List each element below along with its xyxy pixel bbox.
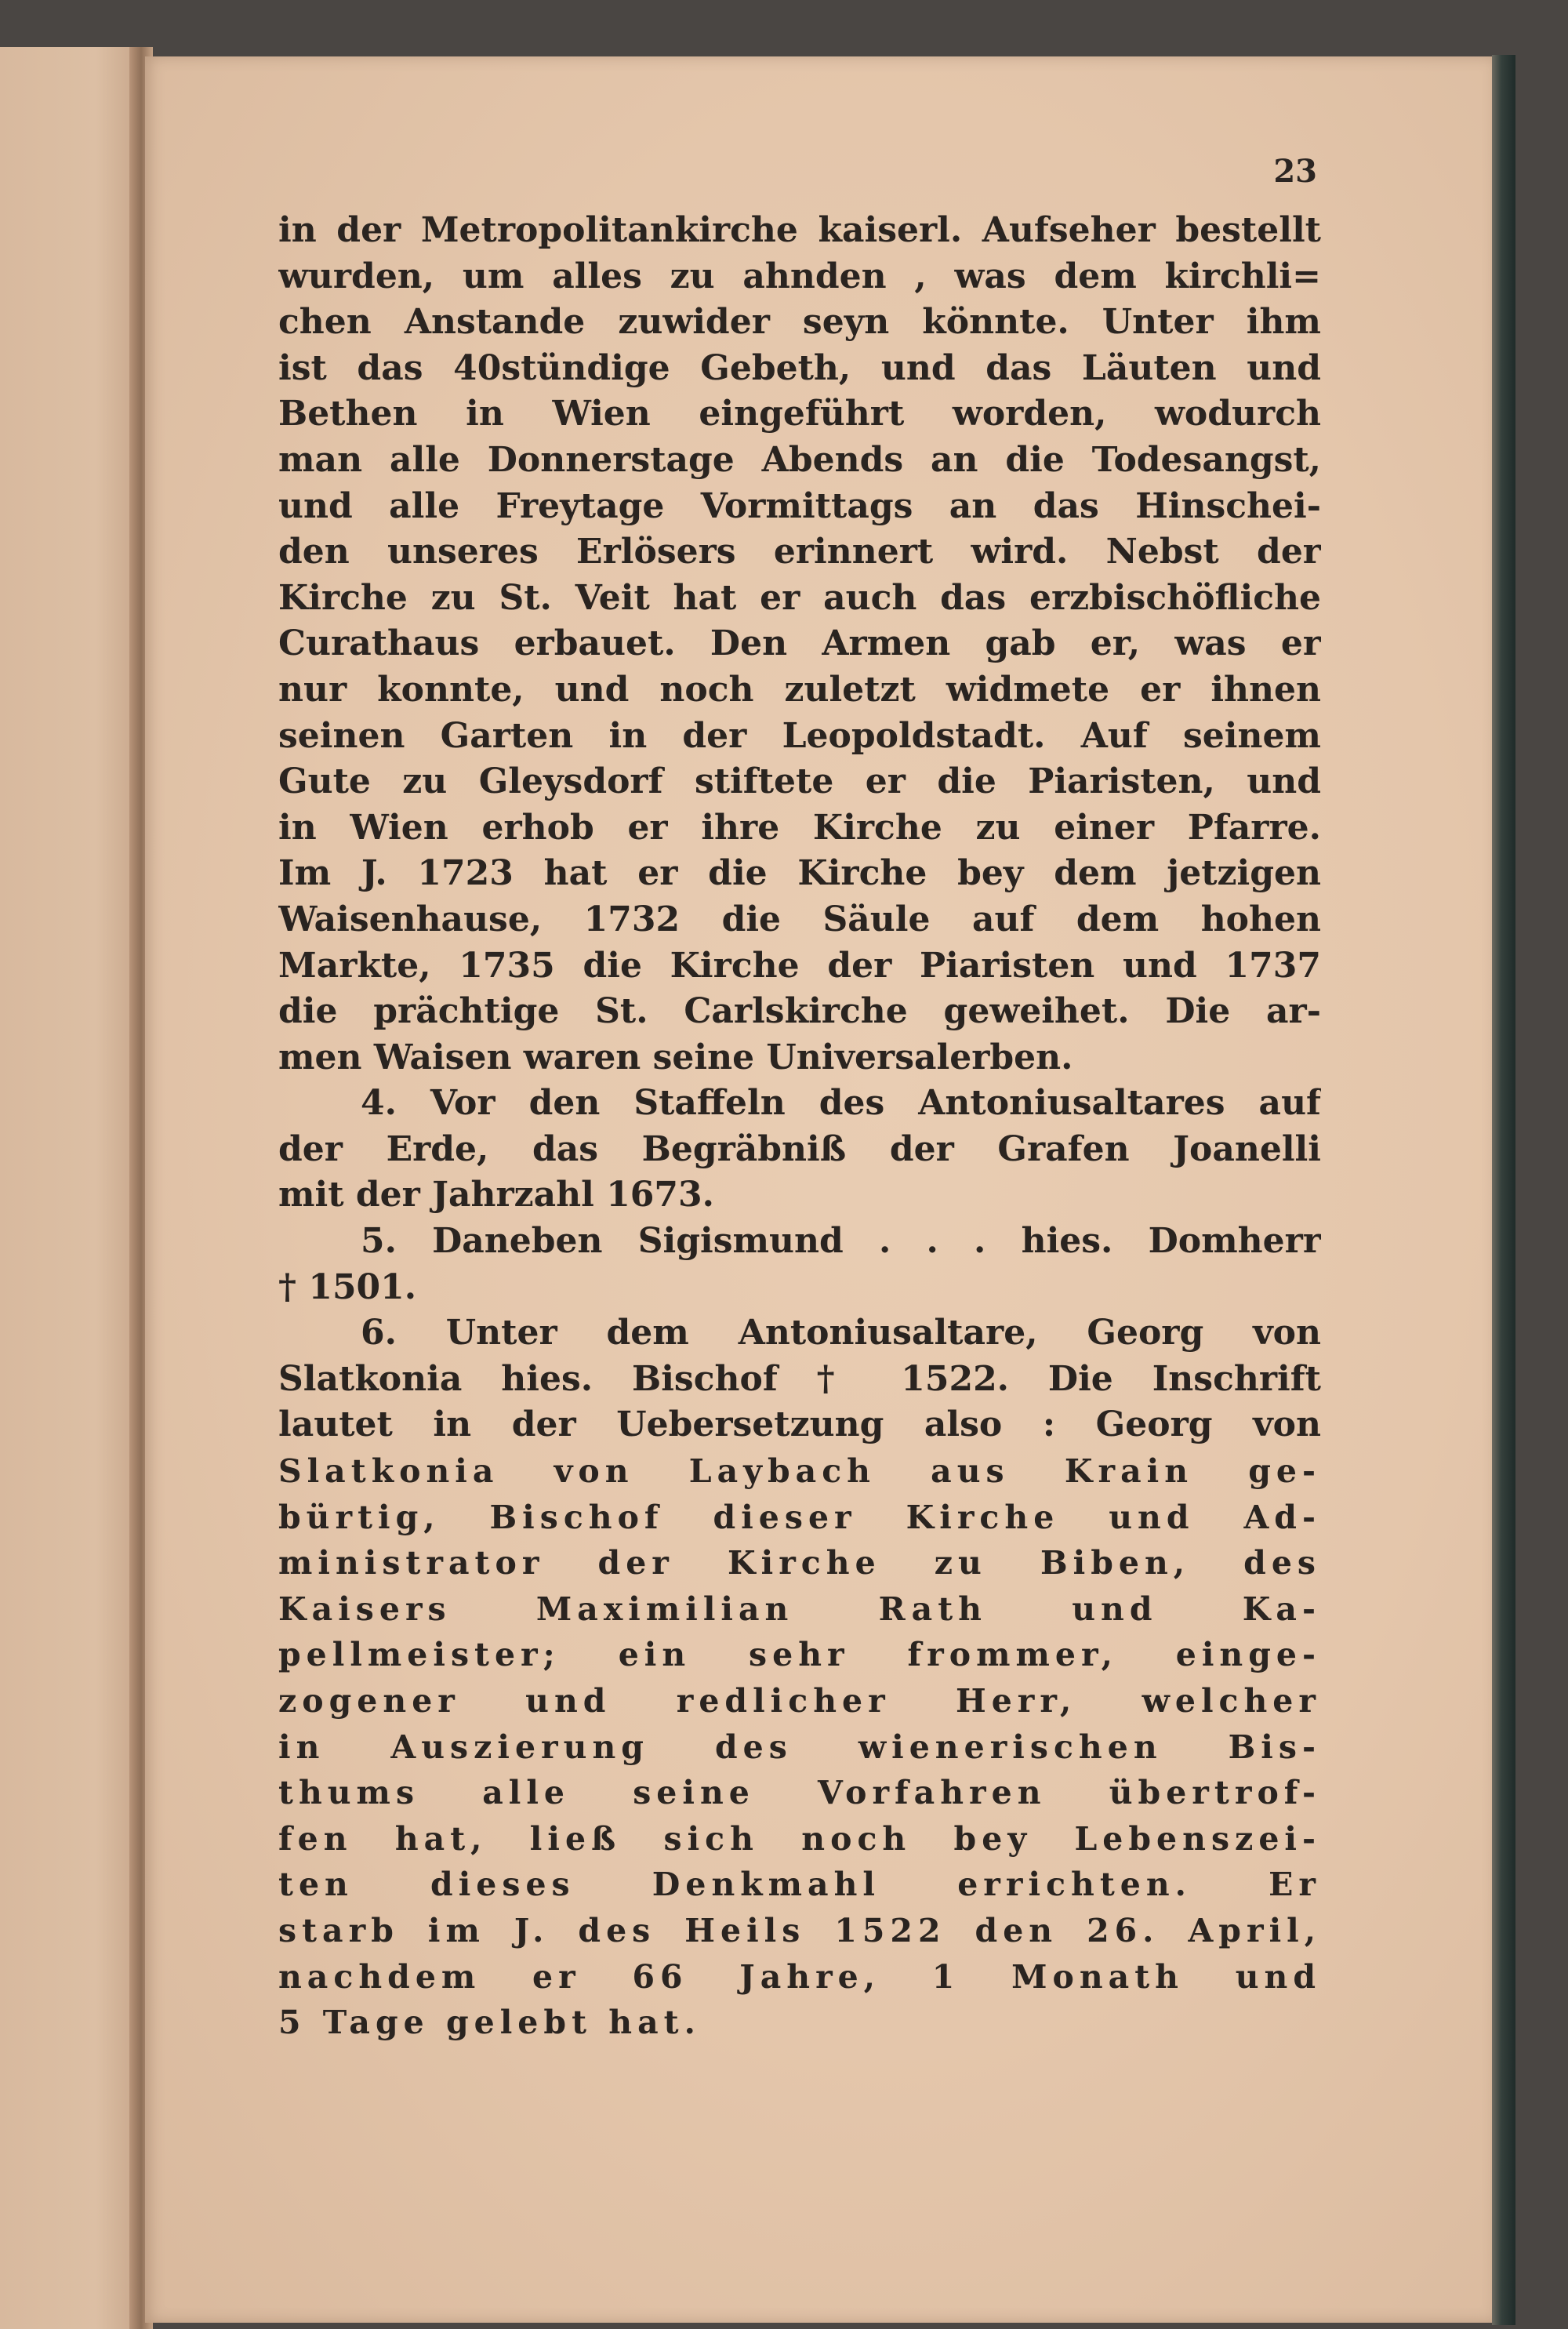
text-line: bürtig, Bischof dieser Kirche und Ad- — [278, 1498, 1321, 1536]
text-line: lautet in der Uebersetzung also : Georg von — [278, 1404, 1321, 1445]
text-line: zogener und redlicher Herr, welcher — [278, 1682, 1321, 1720]
body-text — [278, 208, 1321, 2046]
text-line: Slatkonia von Laybach aus Krain ge- — [278, 1452, 1321, 1491]
text-line: Curathaus erbauet. Den Armen gab er, was er — [278, 623, 1321, 664]
text-line: Kirche zu St. Veit hat er auch das erzbischöfliche — [278, 577, 1321, 618]
text-line: Markte, 1735 die Kirche der Piaristen und 1737 — [278, 945, 1321, 986]
text-line: ministrator der Kirche zu Biben, des — [278, 1544, 1321, 1582]
text-line: in der Metropolitankirche kaiserl. Aufseher bestellt — [278, 210, 1321, 250]
text-line: seinen Garten in der Leopoldstadt. Auf seinem — [278, 715, 1321, 756]
text-line: Kaisers Maximilian Rath und Ka- — [278, 1590, 1321, 1628]
text-line: den unseres Erlösers erinnert wird. Nebst der — [278, 532, 1321, 572]
text-line: ist das 40stündige Gebeth, und das Läuten und — [278, 347, 1321, 388]
text-line: wurden, um alles zu ahnden , was dem kirchli= — [278, 256, 1321, 296]
text-line: 5 Tage gelebt hat. — [278, 2004, 701, 2042]
text-line: 6. Unter dem Antoniusaltare, Georg von — [361, 1313, 1321, 1353]
text-line: mit der Jahrzahl 1673. — [278, 1175, 714, 1215]
text-line: der Erde, das Begräbniß der Grafen Joanelli — [278, 1128, 1321, 1169]
text-line: † 1501. — [278, 1266, 417, 1307]
text-line: man alle Donnerstage Abends an die Todesangst, — [278, 439, 1321, 480]
text-line: Waisenhause, 1732 die Säule auf dem hohen — [278, 899, 1321, 939]
text-line: 5. Daneben Sigismund . . . hies. Domherr — [361, 1221, 1321, 1262]
text-line: men Waisen waren seine Universalerben. — [278, 1037, 1073, 1077]
text-line: 4. Vor den Staffeln des Antoniusaltares auf — [361, 1083, 1321, 1124]
text-line: Bethen in Wien eingeführt worden, wodurch — [278, 394, 1321, 434]
text-line: in Auszierung des wienerischen Bis- — [278, 1728, 1321, 1766]
text-line: Slatkonia hies. Bischof † 1522. Die Inschrift — [278, 1358, 1321, 1399]
text-line: chen Anstande zuwider seyn könnte. Unter ihm — [278, 302, 1321, 343]
text-line: pellmeister; ein sehr frommer, einge- — [278, 1636, 1321, 1674]
text-line: fen hat, ließ sich noch bey Lebenszei- — [278, 1819, 1321, 1858]
text-line: Im J. 1723 hat er die Kirche bey dem jetzigen — [278, 853, 1321, 894]
text-line: thums alle seine Vorfahren übertrof- — [278, 1774, 1321, 1812]
page-number: 23 — [1273, 153, 1317, 190]
text-line: starb im J. des Heils 1522 den 26. April, — [278, 1911, 1321, 1949]
text-line: nachdem er 66 Jahre, 1 Monath und — [278, 1957, 1321, 1996]
text-line: ten dieses Denkmahl errichten. Er — [278, 1866, 1321, 1904]
left-page-edge — [0, 47, 137, 2329]
book-cover-edge — [1492, 55, 1515, 2325]
text-line: Gute zu Gleysdorf stiftete er die Piaristen, und — [278, 761, 1321, 802]
text-line: in Wien erhob er ihre Kirche zu einer Pfarre. — [278, 807, 1321, 848]
text-line: und alle Freytage Vormittags an das Hinschei- — [278, 485, 1321, 526]
text-line: die prächtige St. Carlskirche geweihet. Die ar- — [278, 991, 1321, 1032]
text-line: nur konnte, und noch zuletzt widmete er ihnen — [278, 669, 1321, 710]
